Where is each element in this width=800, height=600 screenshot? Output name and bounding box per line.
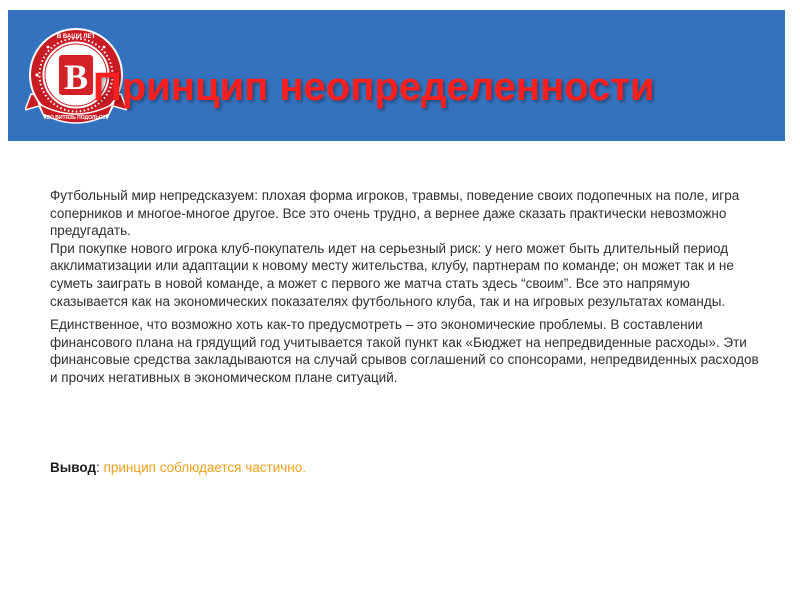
conclusion [50, 460, 306, 475]
paragraph-economic-problems: Единственное, что возможно хоть как-то предусмотреть – это экономические проблемы. В составлении финансового плана на грядущий год учитывается такой пункт как «Бюджет на непредвиденные расходы». Эти финансовые средства закладываются на случай срывов соглашений со спонсорами, непредвиденных расходов и прочих негативных в экономическом плане ситуаций. [50, 317, 759, 385]
paragraph-player-purchase: При покупке нового игрока клуб-покупатель идет на серьезный риск: у него может быть длительный период акклиматизации или адаптации к новому месту жительства, клубу, партнерам по команде; он может так и не суметь заиграть в новой команде, а может с первого же матча стать здесь “своим”. Все это напрямую сказывается как на экономических показателях футбольного клуба, так и на игровых результатах команды. [50, 240, 734, 309]
paragraph-unpredictability: Футбольный мир непредсказуем: плохая форма игроков, травмы, поведение своих подопечных на поле, игра соперников и многое-многое другое. Все это очень трудно, а вернее даже сказать практически невозможно предугадать. [50, 188, 740, 239]
conclusion-colon: : [96, 460, 100, 475]
crest-letter: В [63, 57, 89, 97]
conclusion-value: принцип соблюдается частично. [99, 460, 307, 475]
crest-bottom-text: ВО ВИТЯЗЬ ПОДОЛЬСК [46, 115, 106, 121]
conclusion-label: Вывод [50, 460, 97, 475]
slide-body [50, 187, 762, 387]
title-banner [8, 10, 785, 141]
slide-title: Принцип неопределенности [93, 65, 655, 109]
crest-top-text: В ВАШИ ЛЕТ [56, 34, 96, 40]
